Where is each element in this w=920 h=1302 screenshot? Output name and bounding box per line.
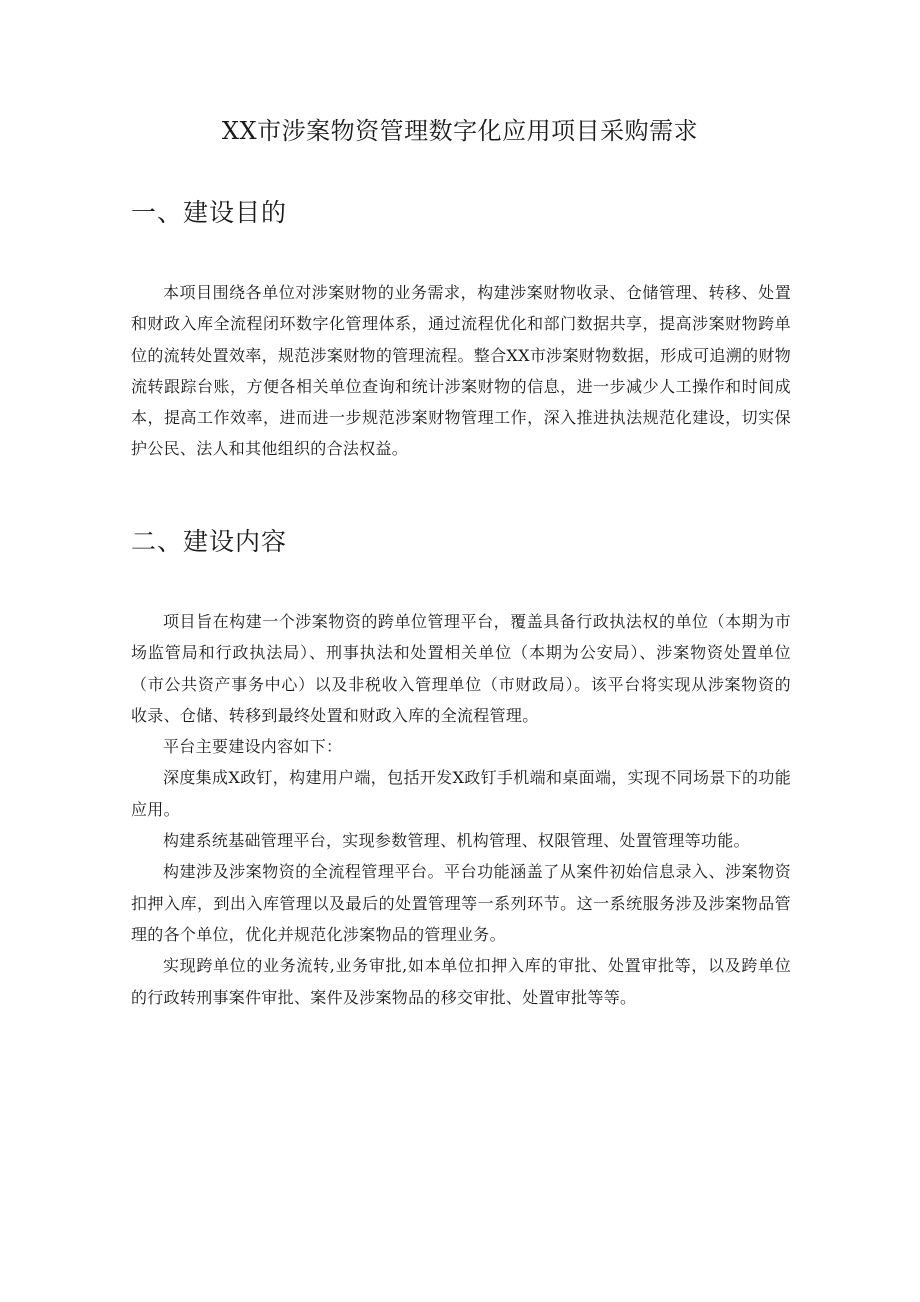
paragraph: 实现跨单位的业务流转,业务审批,如本单位扣押入库的审批、处置审批等，以及跨单位的行政转刑事案件审批、案件及涉案物品的移交审批、处置审批等等。: [131, 956, 791, 1007]
paragraph: 构建系统基础管理平台，实现参数管理、机构管理、权限管理、处置管理等功能。: [163, 831, 750, 851]
section-construction-content: [131, 524, 791, 1013]
section-body: [131, 606, 791, 1013]
paragraph: 本项目围绕各单位对涉案财物的业务需求，构建涉案财物收录、仓储管理、转移、处置和财政入库全流程闭环数字化管理体系，通过流程优化和部门数据共享，提高涉案财物跨单位的流转处置效率，规范涉案财物的管理流程。整合XX市涉案财物数据，形成可追溯的财物流转跟踪台账，方便各相关单位查询和统计涉案财物的信息，进一步减少人工操作和时间成本，提高工作效率，进而进一步规范涉案财物管理工作，深入推进执法规范化建设，切实保护公民、法人和其他组织的合法权益。: [131, 283, 791, 459]
section-heading: 二、建设内容: [131, 527, 288, 556]
section-heading: 一、建设目的: [131, 198, 288, 227]
paragraph: 深度集成X政钉，构建用户端，包括开发X政钉手机端和桌面端，实现不同场景下的功能应用。: [131, 768, 791, 819]
paragraph: 构建涉及涉案物资的全流程管理平台。平台功能涵盖了从案件初始信息录入、涉案物资扣押入库，到出入库管理以及最后的处置管理等一系列环节。这一系统服务涉及涉案物品管理的各个单位，优化并规范化涉案物品的管理业务。: [131, 862, 791, 944]
section-body: [131, 277, 791, 465]
paragraph: 平台主要建设内容如下：: [163, 737, 343, 757]
section-construction-purpose: [131, 195, 791, 465]
document-title: XX市涉案物资管理数字化应用项目采购需求: [221, 117, 699, 145]
paragraph: 项目旨在构建一个涉案物资的跨单位管理平台，覆盖具备行政执法权的单位（本期为市场监管局和行政执法局）、刑事执法和处置相关单位（本期为公安局）、涉案物资处置单位（市公共资产事务中心）以及非税收入管理单位（市财政局）。该平台将实现从涉案物资的收录、仓储、转移到最终处置和财政入库的全流程管理。: [131, 612, 791, 725]
